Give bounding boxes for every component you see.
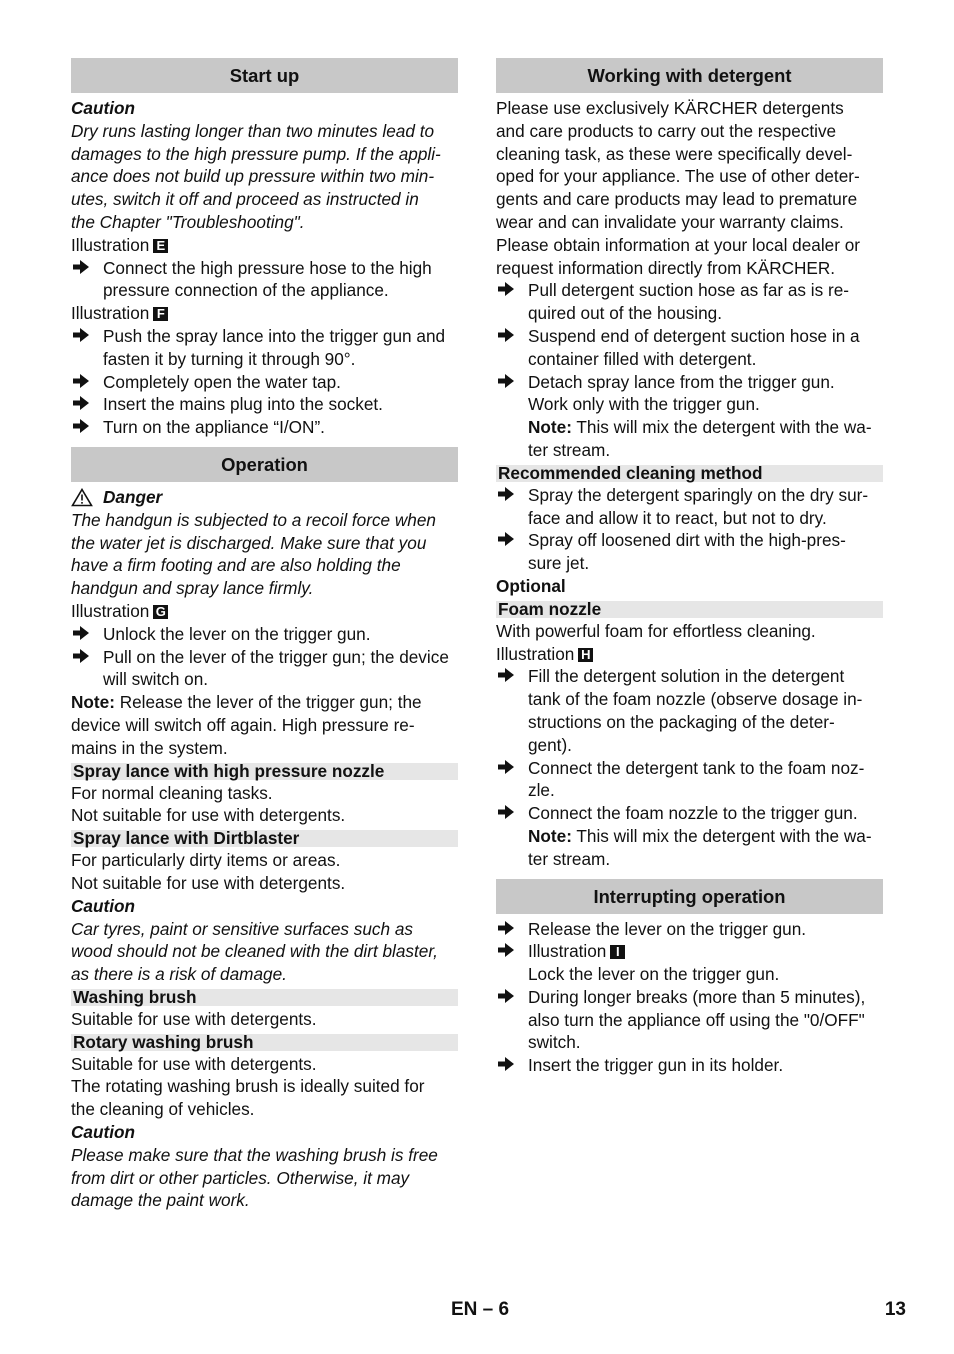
- section-heading-operation: Operation: [71, 447, 458, 482]
- illustration-badge: E: [153, 239, 168, 253]
- subsection-heading-washing-brush: Washing brush: [71, 989, 458, 1006]
- step-item: Fill the detergent solution in the detergent tank of the foam nozzle (observe dosage in- structions on the packaging of the deter- gent).: [496, 665, 883, 756]
- arrow-icon: [71, 371, 93, 393]
- section-heading-interrupting-operation: Interrupting operation: [496, 879, 883, 914]
- note-label: Note:: [528, 825, 572, 846]
- illustration-badge: I: [610, 945, 625, 959]
- arrow-icon: [71, 325, 93, 347]
- note-label: Note:: [71, 692, 115, 713]
- illustration-ref: Illustration E: [71, 234, 458, 257]
- danger-text: The handgun is subjected to a recoil force when the water jet is discharged. Make sure that you have a firm footing and are also holding the handgun and spray lance firmly.: [71, 509, 436, 599]
- subsection-heading-foam-nozzle: Foam nozzle: [496, 601, 883, 618]
- arrow-icon: [496, 940, 518, 962]
- arrow-icon: [71, 416, 93, 438]
- caution-label: Caution: [71, 1122, 135, 1143]
- arrow-icon: [496, 279, 518, 301]
- arrow-icon: [496, 371, 518, 393]
- step-item: During longer breaks (more than 5 minutes), also turn the appliance off using the "0/OFF" switch.: [496, 986, 883, 1054]
- caution-text: Please make sure that the washing brush is free from dirt or other particles. Otherwise, it may damage the paint work.: [71, 1144, 438, 1211]
- paragraph: For particularly dirty items or areas.: [71, 850, 341, 871]
- paragraph: Suitable for use with detergents.: [71, 1053, 317, 1074]
- step-item: Detach spray lance from the trigger gun. Work only with the trigger gun.: [496, 371, 883, 417]
- illustration-ref: Illustration F: [71, 302, 458, 325]
- left-column: [71, 58, 458, 1212]
- paragraph: Not suitable for use with detergents.: [71, 805, 346, 826]
- step-item: Completely open the water tap.: [71, 371, 458, 394]
- step-item: Connect the foam nozzle to the trigger gun.: [496, 802, 883, 825]
- note-text: Note: Release the lever of the trigger gun; the device will switch off again. High pressure re- mains in the system.: [71, 692, 422, 758]
- arrow-icon: [496, 665, 518, 687]
- step-item: Spray off loosened dirt with the high-pres- sure jet.: [496, 529, 883, 575]
- illustration-badge: G: [153, 605, 168, 619]
- arrow-icon: [496, 986, 518, 1008]
- arrow-icon: [71, 646, 93, 668]
- arrow-icon: [496, 484, 518, 506]
- step-item: Insert the trigger gun in its holder.: [496, 1054, 883, 1077]
- arrow-icon: [71, 623, 93, 645]
- step-item: Pull detergent suction hose as far as is re- quired out of the housing.: [496, 279, 883, 325]
- arrow-icon: [71, 257, 93, 279]
- step-item: Push the spray lance into the trigger gun and fasten it by turning it through 90°.: [71, 325, 458, 371]
- illustration-badge: H: [578, 648, 593, 662]
- step-item: Connect the high pressure hose to the high pressure connection of the appliance.: [71, 257, 458, 303]
- arrow-icon: [496, 918, 518, 940]
- arrow-icon: [496, 1054, 518, 1076]
- footer-language-page: EN – 6: [450, 1299, 510, 1320]
- note-text: Note: This will mix the detergent with the wa- ter stream.: [528, 825, 872, 869]
- paragraph: The rotating washing brush is ideally suited for the cleaning of vehicles.: [71, 1076, 425, 1120]
- caution-text: Dry runs lasting longer than two minutes lead to damages to the high pressure pump. If the appli- ance does not build up pressure within two min- utes, switch it off and proceed as instructed in the Chapter "Troubleshooting".: [71, 120, 441, 232]
- step-item: Suspend end of detergent suction hose in a container filled with detergent.: [496, 325, 883, 371]
- arrow-icon: [496, 529, 518, 551]
- caution-label: Caution: [71, 98, 135, 118]
- warning-triangle-icon: [71, 488, 93, 507]
- paragraph: Not suitable for use with detergents.: [71, 872, 346, 893]
- paragraph: With powerful foam for effortless cleaning.: [496, 620, 816, 641]
- danger-heading: [71, 486, 458, 509]
- paragraph: Please use exclusively KÄRCHER detergents and care products to carry out the respective cleaning task, as these were specifically devel- oped for your appliance. The use of other deter- gents and care products may lead to premature wear and can invalidate your warranty claims. Please obtain information at your local dealer or request information directly from KÄRCHER.: [496, 98, 861, 278]
- step-item: Release the lever on the trigger gun.: [496, 918, 883, 941]
- illustration-badge: F: [153, 307, 168, 321]
- step-item: Turn on the appliance “I/ON”.: [71, 416, 458, 439]
- arrow-icon: [496, 325, 518, 347]
- section-heading-start-up: Start up: [71, 58, 458, 93]
- caution-label: Caution: [71, 895, 135, 916]
- section-heading-working-with-detergent: Working with detergent: [496, 58, 883, 93]
- page-number: 13: [884, 1299, 906, 1320]
- step-item: Illustration I Lock the lever on the trigger gun.: [496, 940, 883, 986]
- subsection-heading-recommended-cleaning: Recommended cleaning method: [496, 465, 883, 482]
- step-item: Unlock the lever on the trigger gun.: [71, 623, 458, 646]
- illustration-ref: Illustration G: [71, 600, 458, 623]
- subsection-heading-rotary-washing-brush: Rotary washing brush: [71, 1034, 458, 1051]
- step-item: Spray the detergent sparingly on the dry sur- face and allow it to react, but not to dry.: [496, 484, 883, 530]
- paragraph: Suitable for use with detergents.: [71, 1008, 317, 1029]
- step-item: Insert the mains plug into the socket.: [71, 393, 458, 416]
- optional-label: Optional: [496, 575, 566, 596]
- arrow-icon: [496, 757, 518, 779]
- step-item: Pull on the lever of the trigger gun; the device will switch on.: [71, 646, 458, 692]
- note-label: Note:: [528, 417, 572, 438]
- subsection-heading-spray-lance-dirtblaster: Spray lance with Dirtblaster: [71, 830, 458, 847]
- subsection-heading-spray-lance-hp: Spray lance with high pressure nozzle: [71, 763, 458, 780]
- danger-label: Danger: [103, 486, 163, 507]
- caution-text: Car tyres, paint or sensitive surfaces such as wood should not be cleaned with the dirt blaster, as there is a risk of damage.: [71, 918, 438, 985]
- note-text: Note: This will mix the detergent with the wa- ter stream.: [528, 417, 872, 460]
- arrow-icon: [71, 393, 93, 415]
- right-column: [496, 58, 883, 1077]
- arrow-icon: [496, 802, 518, 824]
- illustration-ref: Illustration H: [496, 643, 883, 666]
- step-item: Connect the detergent tank to the foam noz- zle.: [496, 757, 883, 803]
- paragraph: For normal cleaning tasks.: [71, 782, 273, 803]
